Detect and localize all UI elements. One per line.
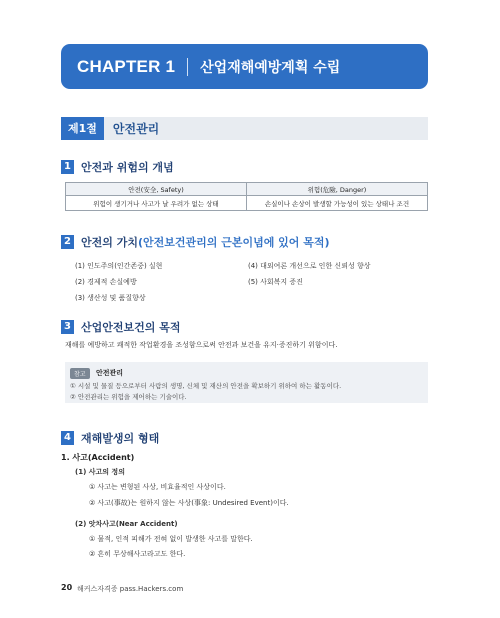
- topic-number: 1: [61, 160, 74, 174]
- note-title: 안전관리: [96, 369, 124, 377]
- chapter-divider: [187, 58, 188, 76]
- list-item: ② 흔히 무상해사고라고도 한다.: [89, 550, 186, 558]
- accident-heading: 1. 사고(Accident): [61, 453, 135, 462]
- note-line: ② 안전관리는 위험을 제어하는 기술이다.: [70, 393, 187, 401]
- list-item: (4) 대외여론 개선으로 인한 신뢰성 향상: [248, 262, 371, 270]
- list-item: ② 사고(事故)는 원하지 않는 사상(事象: Undesired Event)이다.: [89, 499, 289, 507]
- note-badge: 참고: [70, 368, 90, 379]
- topic-heading-2: [61, 235, 330, 249]
- note-box: [65, 362, 428, 403]
- topic-number: 3: [61, 320, 74, 334]
- topic-number: 2: [61, 235, 74, 249]
- note-line: ① 시설 및 물질 등으로부터 사람의 생명, 신체 및 재산의 안전을 확보하기 위하여 하는 활동이다.: [70, 382, 342, 390]
- list-item: (3) 생산성 및 품질향상: [75, 294, 146, 302]
- topic-title: 재해발생의 형태: [81, 432, 160, 445]
- topic-number: 4: [61, 431, 74, 445]
- concept-table: [65, 182, 428, 211]
- topic-title-sub: (안전보건관리의 근본이념에 있어 목적): [137, 236, 330, 249]
- list-item: ① 사고는 변형된 사상, 비효율적인 사상이다.: [89, 483, 226, 491]
- accident-sub-definition: (1) 사고의 정의: [75, 468, 125, 476]
- list-item: ① 물적, 인적 피해가 전혀 없이 발생한 사고를 말한다.: [89, 535, 253, 543]
- topic-heading-1: [61, 160, 174, 174]
- table-cell-safety: 위험이 생기거나 사고가 날 우려가 없는 상태: [66, 196, 247, 211]
- table-header-danger: 위험(危險, Danger): [247, 183, 428, 196]
- topic-title: 안전과 위험의 개념: [81, 161, 174, 174]
- topic-title: [81, 234, 330, 250]
- section-header: [61, 117, 428, 140]
- chapter-title: 산업재해예방계획 수립: [200, 59, 341, 76]
- chapter-banner: [61, 44, 428, 89]
- section-title: 안전관리: [112, 122, 160, 136]
- page-number: 20: [61, 583, 73, 592]
- table-cell-danger: 손실이나 손상이 발생할 가능성이 있는 상태나 조건: [247, 196, 428, 211]
- section-number: 제1절: [61, 117, 104, 140]
- list-item: (1) 인도주의(인간존중) 실현: [75, 262, 163, 270]
- purpose-text: 재해를 예방하고 쾌적한 작업환경을 조성함으로써 안전과 보건을 유지·증진하기 위함이다.: [65, 341, 338, 349]
- topic-title: 산업안전보건의 목적: [81, 321, 181, 334]
- chapter-label: CHAPTER 1: [77, 56, 176, 76]
- accident-sub-near: (2) 앗차사고(Near Accident): [75, 520, 178, 528]
- topic-title-main: 안전의 가치: [81, 236, 138, 249]
- topic-heading-4: [61, 431, 159, 445]
- list-item: (5) 사회복지 증진: [248, 278, 303, 286]
- list-item: (2) 경제적 손실예방: [75, 278, 137, 286]
- table-header-safety: 안전(安全, Safety): [66, 183, 247, 196]
- topic-heading-3: [61, 320, 180, 334]
- footer-site: 해커스자격증 pass.Hackers.com: [77, 585, 184, 593]
